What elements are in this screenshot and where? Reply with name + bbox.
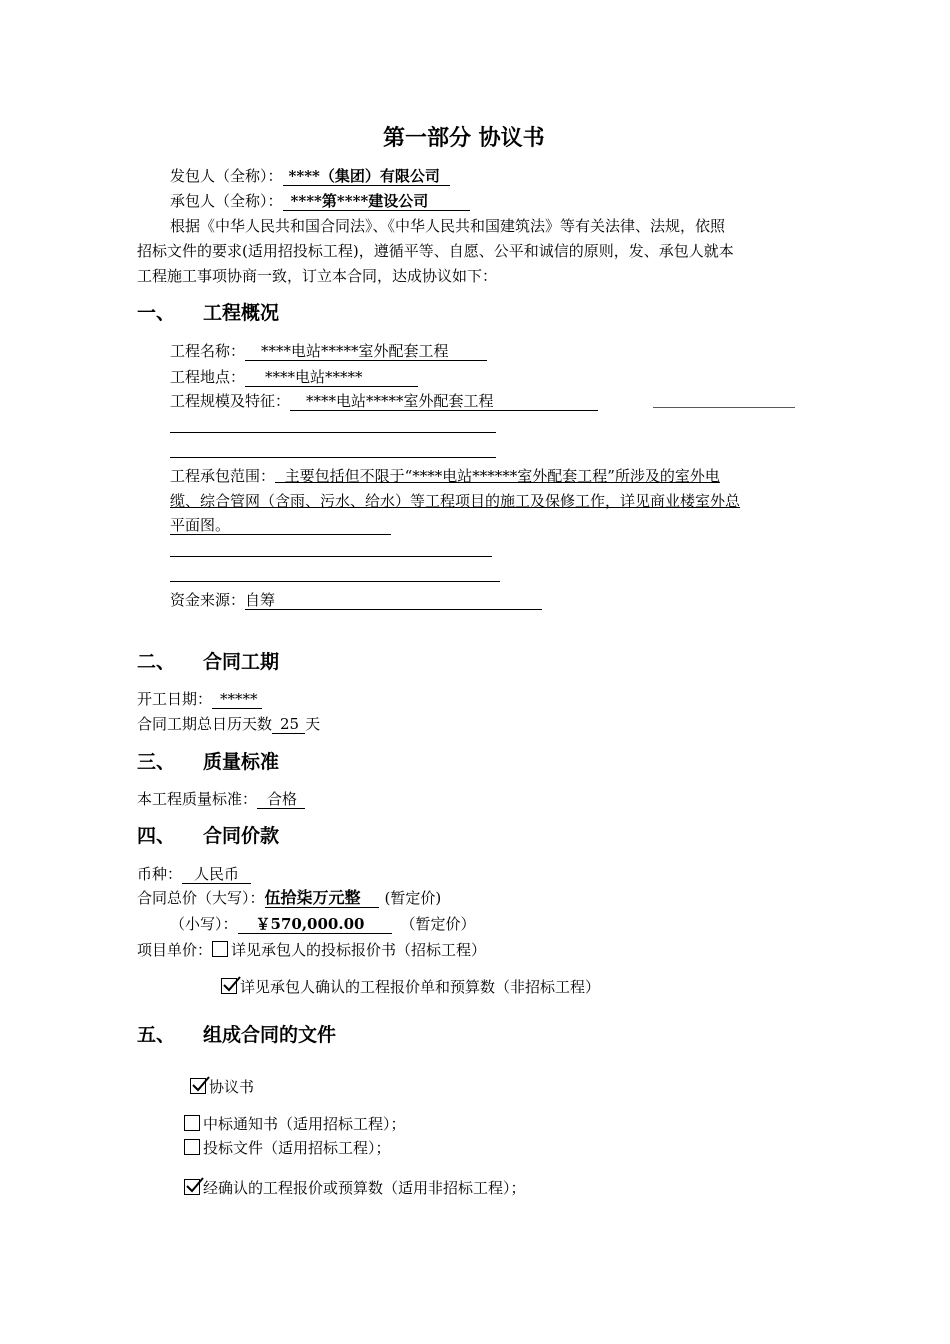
fund-source-value: 自筹: [245, 591, 542, 610]
currency-value: 人民币: [182, 865, 251, 884]
unit-price-option-2-row: [221, 977, 600, 997]
project-name-row: [170, 341, 487, 361]
doc-item-confirmed-quote: [184, 1178, 526, 1198]
project-name-value: ****电站*****室外配套工程: [245, 342, 487, 361]
page-title: 第一部分 协议书: [383, 125, 545, 151]
scope-line-2: 缆、综合管网（含雨、污水、给水）等工程项目的施工及保修工作，详见商业楼室外总: [170, 492, 741, 510]
doc-item-bid-docs: [184, 1138, 391, 1158]
checkbox-award-notice[interactable]: [184, 1115, 200, 1131]
section-5-title: 组成合同的文件: [203, 1024, 337, 1046]
employer-value: ****（集团）有限公司: [283, 167, 450, 186]
contractor-label: 承包人（全称）：: [170, 192, 283, 210]
section-1-number: 一、: [137, 302, 176, 324]
blank-rule: [170, 581, 500, 582]
total-lower-row: [170, 914, 475, 934]
checkbox-bid-docs[interactable]: [184, 1139, 200, 1155]
checkmark-icon: [190, 1074, 212, 1096]
unit-price-row: [137, 940, 486, 960]
provisional-label-1: (暂定价): [384, 889, 442, 907]
intro-line-3: 工程施工事项协商一致，订立本合同，达成协议如下：: [137, 267, 498, 285]
section-5-heading: [137, 1022, 336, 1048]
section-4-title: 合同价款: [203, 825, 280, 847]
section-3-title: 质量标准: [203, 751, 280, 773]
blank-rule: [170, 432, 496, 433]
scope-line-1: [170, 466, 720, 486]
doc-label-bid-docs: 投标文件（适用招标工程）；: [203, 1139, 391, 1157]
project-name-label: 工程名称：: [170, 342, 246, 360]
currency-row: [137, 864, 251, 884]
section-1-heading: [137, 300, 279, 326]
doc-label-award-notice: 中标通知书（适用招标工程）；: [203, 1115, 406, 1133]
project-location-value: ****电站*****: [245, 368, 418, 387]
duration-row: [137, 714, 320, 734]
checkmark-icon: [184, 1175, 206, 1197]
quality-label: 本工程质量标准：: [137, 790, 258, 808]
total-upper-label: 合同总价（大写）：: [137, 889, 265, 907]
section-3-number: 三、: [137, 751, 176, 773]
intro-line-1: 根据《中华人民共和国合同法》、《中华人民共和国建筑法》等有关法律、法规，依照: [170, 217, 726, 235]
option-quote-budget-label: 详见承包人确认的工程报价单和预算数（非招标工程）: [240, 978, 601, 996]
section-5-number: 五、: [137, 1024, 176, 1046]
project-location-row: [170, 367, 418, 387]
doc-item-agreement: [190, 1077, 254, 1097]
intro-line-2: 招标文件的要求(适用招投标工程)，遵循平等、自愿、公平和诚信的原则，发、承包人就本: [137, 242, 734, 260]
project-scale-label: 工程规模及特征：: [170, 392, 291, 410]
doc-label-confirmed-quote: 经确认的工程报价或预算数（适用非招标工程）；: [203, 1179, 526, 1197]
quality-row: [137, 789, 305, 809]
scope-value-3: 平面图。: [170, 516, 391, 535]
start-date-label: 开工日期：: [137, 690, 213, 708]
doc-item-award-notice: [184, 1114, 406, 1134]
section-4-heading: [137, 823, 279, 849]
project-scale-row: [170, 391, 598, 411]
fund-source-row: [170, 590, 542, 610]
project-location-label: 工程地点：: [170, 368, 246, 386]
section-2-title: 合同工期: [203, 651, 280, 673]
fund-source-label: 资金来源：: [170, 591, 246, 609]
employer-label: 发包人（全称）：: [170, 167, 283, 185]
duration-unit: 天: [305, 715, 321, 733]
duration-label: 合同工期总日历天数: [137, 715, 273, 733]
section-1-title: 工程概况: [203, 302, 280, 324]
checkbox-agreement[interactable]: [190, 1078, 206, 1094]
doc-label-agreement: 协议书: [209, 1078, 255, 1096]
duration-value: 25: [272, 715, 305, 734]
scope-label: 工程承包范围：: [170, 467, 276, 485]
scope-value-1: 主要包括但不限于“****电站******室外配套工程”所涉及的室外电: [284, 467, 720, 485]
contractor-value: ****第****建设公司: [283, 192, 471, 211]
checkbox-bid-price[interactable]: [212, 941, 228, 957]
project-scale-value: ****电站*****室外配套工程: [290, 392, 598, 411]
total-lower-label: （小写）：: [170, 915, 238, 933]
start-date-value: *****: [212, 690, 262, 709]
option-bid-price-label: 详见承包人的投标报价书（招标工程）: [231, 941, 487, 959]
checkbox-confirmed-quote[interactable]: [184, 1179, 200, 1195]
total-upper-row: [137, 888, 441, 908]
blank-rule: [170, 457, 496, 458]
total-lower-value: ￥570,000.00: [238, 915, 393, 934]
section-2-heading: [137, 649, 279, 675]
currency-label: 币种：: [137, 865, 183, 883]
unit-price-label: 项目单价：: [137, 941, 213, 959]
blank-rule: [170, 556, 492, 557]
total-upper-value: 伍拾柒万元整: [265, 889, 379, 908]
scale-red-rule: [653, 407, 795, 408]
section-2-number: 二、: [137, 651, 176, 673]
provisional-label-2: （暂定价）: [400, 915, 476, 933]
employer-row: [170, 166, 450, 186]
checkmark-icon: [221, 974, 243, 996]
start-date-row: [137, 689, 262, 709]
scope-line-3: [170, 515, 391, 535]
checkbox-quote-budget[interactable]: [221, 978, 237, 994]
quality-value: 合格: [257, 790, 305, 809]
section-3-heading: [137, 749, 279, 775]
section-4-number: 四、: [137, 825, 176, 847]
contractor-row: [170, 191, 470, 211]
